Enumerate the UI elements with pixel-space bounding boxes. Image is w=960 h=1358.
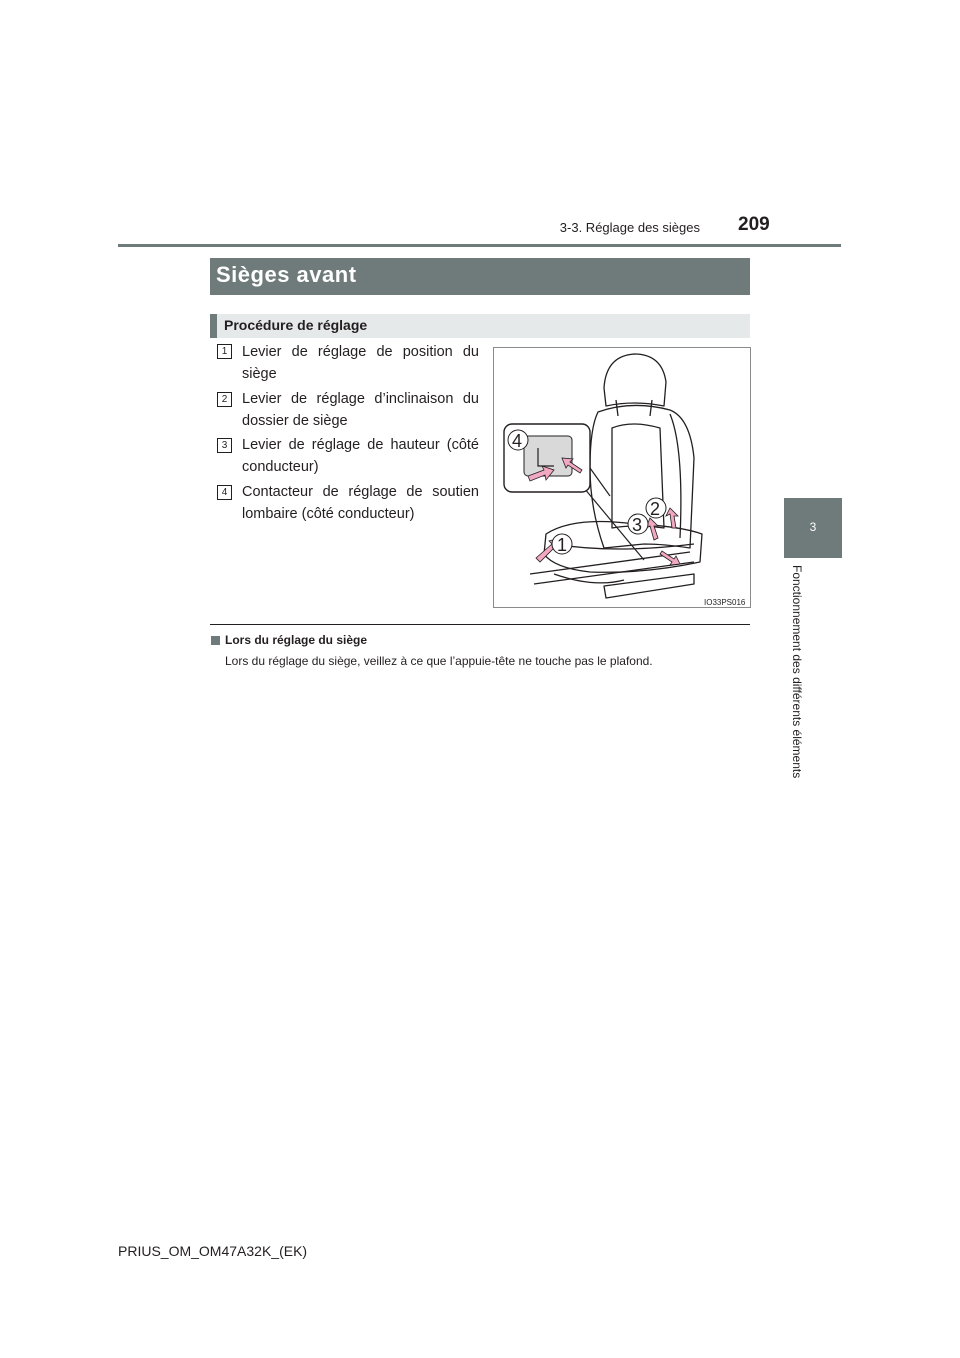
list-item: Levier de réglage de position du siège [242,344,479,382]
item-number-2: 2 [217,392,232,407]
chapter-number: 3 [809,520,817,534]
list-item: Levier de réglage de hauteur (côté conducteur) [242,437,479,475]
footer-code: PRIUS_OM_OM47A32K_(EK) [118,1243,308,1259]
chapter-title: Fonctionnement des différents éléments [790,565,804,779]
note-body: Lors du réglage du siège, veillez à ce que l’appuie-tête ne touche pas le plafond. [225,654,653,668]
callout-2: 2 [650,499,661,519]
header-divider [118,244,841,247]
callout-4: 4 [512,431,523,451]
section-header: 3-3. Réglage des sièges [559,220,700,235]
callout-3: 3 [632,515,643,535]
section-rule [210,624,750,625]
figure-code: IO33PS016 [704,598,746,607]
note-bullet-icon [211,636,220,645]
seat-illustration [493,347,751,608]
item-number-4: 4 [217,485,232,500]
seat-drawing [494,348,750,607]
list-item: Levier de réglage d’inclinaison du dossier de siège [242,391,479,429]
item-number-3: 3 [217,438,232,453]
note-title: Lors du réglage du siège [225,633,368,647]
page-number: 209 [738,214,770,235]
subheading-accent [210,314,217,338]
page-title: Sièges avant [216,262,357,287]
item-number-1: 1 [217,344,232,359]
headrest-shape [604,354,666,406]
callout-1: 1 [557,535,568,555]
subheading: Procédure de réglage [224,317,368,333]
list-item: Contacteur de réglage de soutien lombaire (côté conducteur) [242,484,479,522]
